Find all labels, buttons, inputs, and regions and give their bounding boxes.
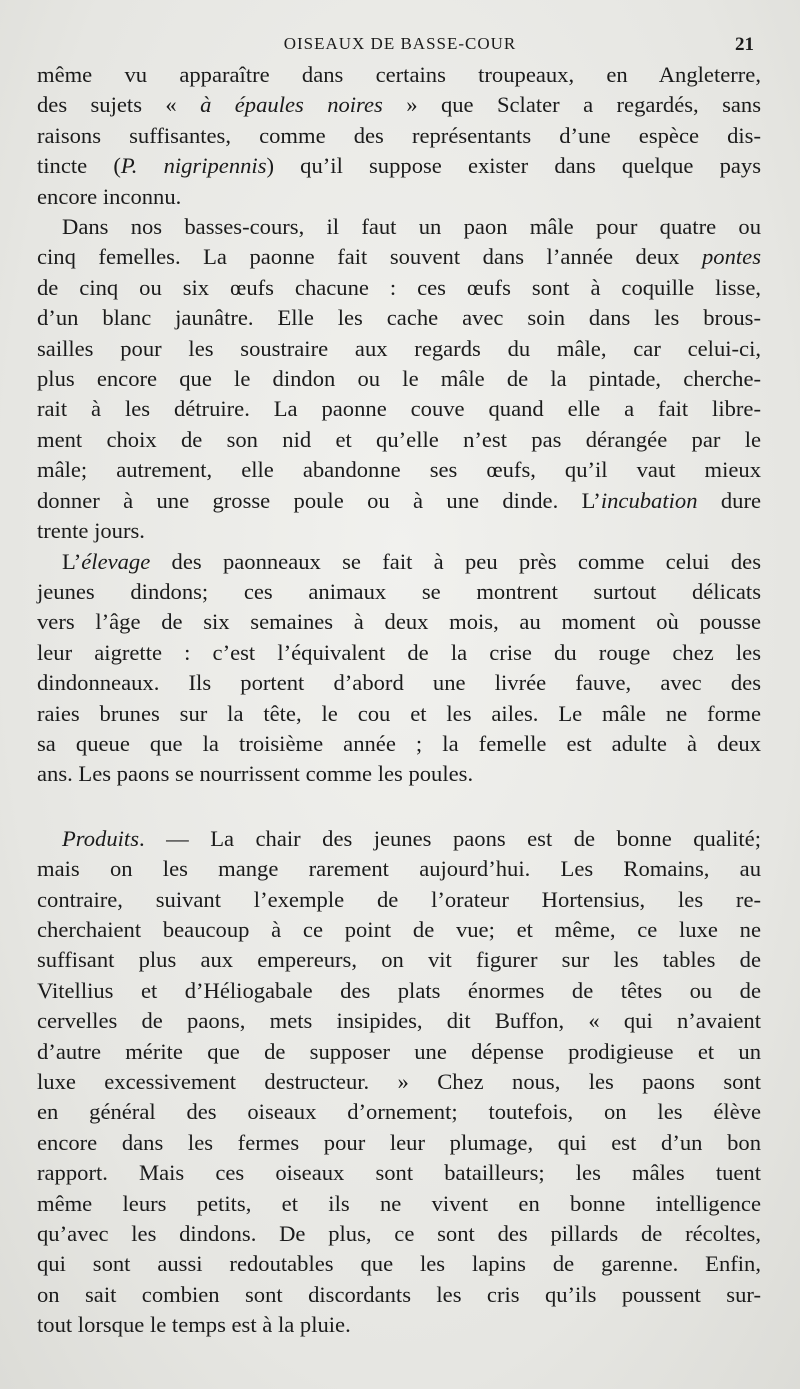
- text-line: rait à les détruire. La paonne couve quand elle a fait libre-: [37, 396, 761, 422]
- text-line: Produits. — La chair des jeunes paons est de bonne qualité;: [62, 825, 761, 851]
- text-line: même vu apparaître dans certains troupeaux, en Angleterre,: [37, 62, 761, 87]
- text-line: sa queue que la troisième année ; la femelle est adulte à deux: [37, 730, 761, 756]
- text-line: qu’avec les dindons. De plus, ce sont des pillards de récoltes,: [37, 1221, 761, 1247]
- paragraph-4: [37, 824, 761, 854]
- text-line: tincte (P. nigripennis) qu’il suppose exister dans quelque pays: [37, 153, 761, 179]
- text-line: cherchaient beaucoup à ce point de vue; et même, ce luxe ne: [37, 916, 761, 942]
- text-line: cinq femelles. La paonne fait souvent dans l’année deux pontes: [37, 244, 761, 270]
- text-line: même leurs petits, et ils ne vivent en bonne intelligence: [37, 1190, 761, 1216]
- section-gap: [37, 790, 761, 824]
- running-title: OISEAUX DE BASSE-COUR: [283, 34, 517, 53]
- text-line: ment choix de son nid et qu’elle n’est pas dérangée par le: [37, 426, 761, 452]
- page-header: [0, 34, 800, 58]
- text-line: d’autre mérite que de supposer une dépense prodigieuse et un: [37, 1038, 761, 1064]
- text-line: rapport. Mais ces oiseaux sont batailleurs; les mâles tuent: [37, 1160, 761, 1186]
- text-line: de cinq ou six œufs chacune : ces œufs sont à coquille lisse,: [37, 274, 761, 300]
- text-line: contraire, suivant l’exemple de l’orateur Hortensius, les re-: [37, 886, 761, 912]
- text-line: luxe excessivement destructeur. » Chez nous, les paons sont: [37, 1069, 761, 1094]
- text-line: cervelles de paons, mets insipides, dit Buffon, « qui n’avaient: [37, 1008, 761, 1034]
- text-line: leur aigrette : c’est l’équivalent de la crise du rouge chez les: [37, 639, 761, 665]
- text-line: raies brunes sur la tête, le cou et les ailes. Le mâle ne forme: [37, 700, 761, 726]
- text-line: mâle; autrement, elle abandonne ses œufs, qu’il vaut mieux: [37, 457, 761, 483]
- page-number: 21: [735, 34, 754, 55]
- text-line: des sujets « à épaules noires » que Sclater a regardés, sans: [37, 92, 761, 118]
- text-line: vers l’âge de six semaines à deux mois, au moment où pousse: [37, 609, 761, 635]
- text-line: qui sont aussi redoutables que les lapins de garenne. Enfin,: [37, 1251, 761, 1277]
- text-line: donner à une grosse poule ou à une dinde. L’incubation dure: [37, 487, 761, 513]
- text-line: encore dans les fermes pour leur plumage, qui est d’un bon: [37, 1129, 761, 1155]
- paragraph-1: [37, 60, 761, 212]
- text-line: plus encore que le dindon ou le mâle de la pintade, cherche-: [37, 366, 761, 392]
- text-line: raisons suffisantes, comme des représentants d’une espèce dis-: [37, 122, 761, 148]
- text-line: sailles pour les soustraire aux regards du mâle, car celui-ci,: [37, 335, 761, 361]
- text-line: Vitellius et d’Héliogabale des plats énormes de têtes ou de: [37, 977, 761, 1003]
- paragraph-4-cont: [37, 854, 761, 1341]
- text-line: L’élevage des paonneaux se fait à peu près comme celui des: [62, 548, 761, 574]
- text-line: jeunes dindons; ces animaux se montrent surtout délicats: [37, 578, 761, 604]
- paragraph-2-cont: [37, 242, 761, 546]
- text-line: encore inconnu.: [37, 183, 182, 209]
- paragraph-3-cont: [37, 577, 761, 790]
- text-line: en général des oiseaux d’ornement; toutefois, on les élève: [37, 1099, 761, 1125]
- text-line: mais on les mange rarement aujourd’hui. Les Romains, au: [37, 856, 761, 882]
- paragraph-2: [37, 212, 761, 242]
- text-line: dindonneaux. Ils portent d’abord une livrée fauve, avec des: [37, 670, 761, 696]
- text-line: d’un blanc jaunâtre. Elle les cache avec soin dans les brous-: [37, 305, 761, 331]
- text-line: suffisant plus aux empereurs, on vit figurer sur les tables de: [37, 947, 761, 973]
- page-body: [37, 60, 761, 1341]
- text-line: trente jours.: [37, 518, 145, 544]
- text-line: tout lorsque le temps est à la pluie.: [37, 1312, 351, 1338]
- text-line: ans. Les paons se nourrissent comme les poules.: [37, 761, 474, 787]
- text-line: on sait combien sont discordants les cris qu’ils poussent sur-: [37, 1281, 761, 1307]
- paragraph-3: [37, 547, 761, 577]
- text-line: Dans nos basses-cours, il faut un paon mâle pour quatre ou: [62, 214, 761, 240]
